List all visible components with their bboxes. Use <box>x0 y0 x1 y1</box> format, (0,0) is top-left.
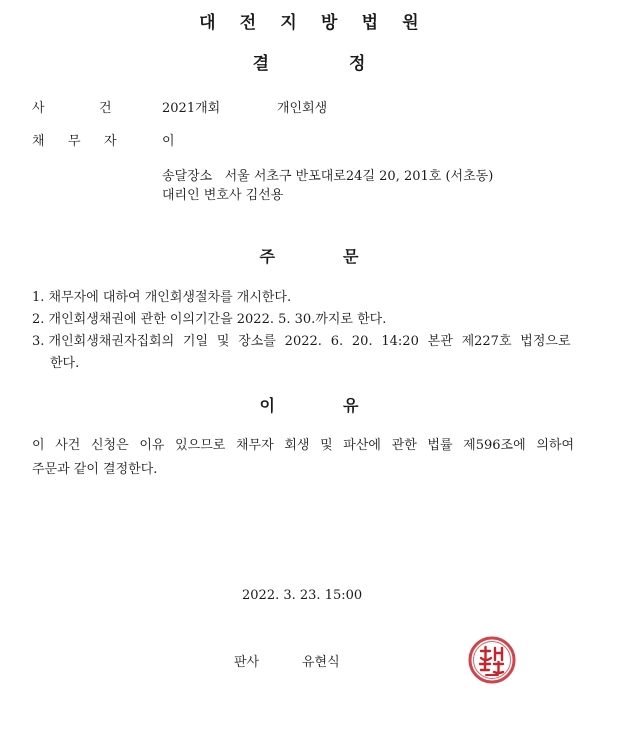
title-char: 정 <box>349 54 366 74</box>
court-char: 대 <box>199 13 216 33</box>
court-char: 지 <box>280 13 297 33</box>
judge-title: 판사 <box>234 655 260 670</box>
order-item-3 <box>32 330 571 349</box>
debtor-agent: 대리인 변호사 김선용 <box>162 188 284 203</box>
court-char: 방 <box>321 13 338 33</box>
reason-heading <box>0 393 618 416</box>
heading-char: 주 <box>259 247 275 266</box>
order-item-1 <box>32 286 291 305</box>
debtor-name: 이 <box>162 134 175 149</box>
item-text: 개인회생채권에 관한 이의기간을 2022. 5. 30.까지로 한다. <box>48 312 387 327</box>
heading-char: 이 <box>259 396 275 415</box>
order-item-2 <box>32 308 386 327</box>
seal-icon <box>466 634 518 686</box>
judge-seal-stamp <box>466 634 518 686</box>
case-number: 2021개회 <box>162 101 221 116</box>
item-text: 채무자에 대하여 개인회생절차를 개시한다. <box>48 290 292 305</box>
debtor-address: 송달장소 서울 서초구 반포대로24길 20, 201호 (서초동) <box>162 169 494 184</box>
case-label <box>32 97 135 116</box>
title-char: 결 <box>252 54 269 74</box>
reason-line-1: 이 사건 신청은 이유 있으므로 채무자 회생 및 파산에 관한 법률 제596조에 의하여 <box>32 438 574 453</box>
decision-date: 2022. 3. 23. 15:00 <box>242 588 363 603</box>
case-type: 개인회생 <box>277 101 328 116</box>
label-char: 사 <box>32 101 45 116</box>
order-heading <box>0 244 618 267</box>
item-number: 3. <box>32 334 45 349</box>
heading-char: 유 <box>343 396 359 415</box>
item-number: 1. <box>32 290 45 305</box>
court-char: 법 <box>361 13 379 33</box>
judge-name: 유현식 <box>302 655 340 670</box>
item-text: 개인회생채권자집회의 기일 및 장소를 2022. 6. 20. 14:20 본관 제227호 법정으로 <box>48 334 571 349</box>
label-char: 채 <box>32 134 45 149</box>
label-char: 자 <box>104 134 117 149</box>
label-char: 건 <box>99 101 112 116</box>
debtor-label <box>32 130 140 149</box>
order-item-3-continuation: 한다. <box>50 356 80 371</box>
court-name <box>0 8 618 33</box>
label-char: 무 <box>68 134 81 149</box>
document-title <box>0 49 618 74</box>
item-number: 2. <box>32 312 45 327</box>
court-char: 전 <box>239 13 257 33</box>
reason-line-2: 주문과 같이 결정한다. <box>32 462 158 477</box>
heading-char: 문 <box>343 247 359 266</box>
court-char: 원 <box>402 13 419 33</box>
